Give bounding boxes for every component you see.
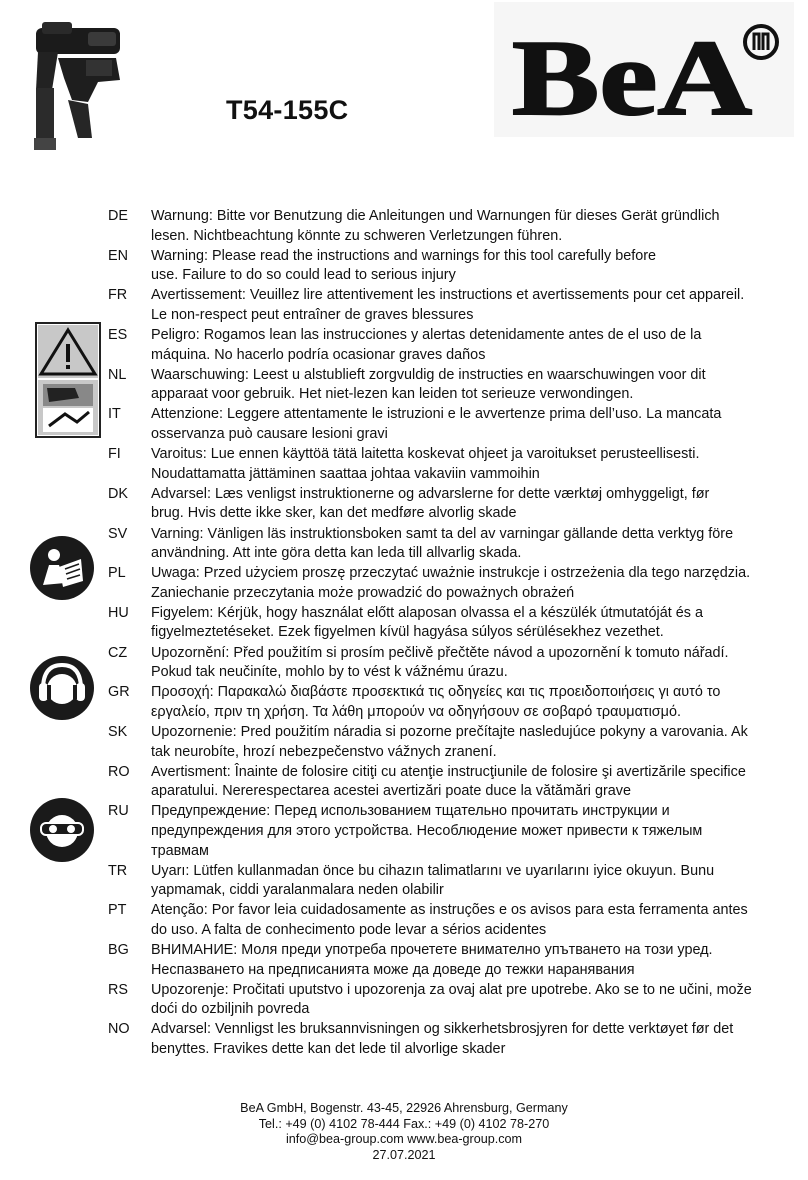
- warning-text: Avertissement: Veuillez lire attentivement les instructions et avertissements pour cet appareil. Le non-respect peut entraîner de graves blessures: [151, 287, 745, 323]
- warning-row: [108, 604, 784, 643]
- warning-text: Atenção: Por favor leia cuidadosamente as instruções e os avisos para esta ferramenta antes do uso. A falta de conhecimento pode levar a sérios acidentes: [151, 902, 748, 938]
- warning-text: ВНИМАНИЕ: Моля преди употреба прочетете внимателно упътването на този уред. Неспазването на предписанията може да доведе до тежки наранявания: [151, 941, 713, 978]
- footer-phone: Tel.: +49 (0) 4102 78-444 Fax.: +49 (0) 4102 78-270: [258, 1116, 550, 1131]
- warning-text: Avertisment: Înainte de folosire citiţi cu atenţie instrucţiunile de folosire şi avertizările specifice aparatului. Nererespectarea acestei avertizări poate duce la vătămări grave: [151, 763, 746, 800]
- language-code: DE: [108, 208, 128, 224]
- language-code: RS: [108, 981, 128, 998]
- warning-row: [108, 286, 784, 325]
- warning-text: Uyarı: Lütfen kullanmadan önce bu cihazın talimatlarını ve uyarılarını iyice okuyun. Bunu yapmamak, ciddi yaralanmalara neden olabilir: [151, 862, 715, 899]
- warning-row: [108, 1020, 784, 1059]
- company-footer: [0, 1101, 808, 1163]
- warning-row: [108, 525, 784, 564]
- footer-address: BeA GmbH, Bogenstr. 43-45, 22926 Ahrensburg, Germany: [240, 1101, 568, 1115]
- warning-row: [108, 445, 784, 484]
- language-code: SK: [108, 723, 128, 740]
- language-code: RO: [108, 763, 130, 780]
- language-code: BG: [108, 941, 129, 958]
- language-code: NO: [108, 1021, 130, 1038]
- warning-text: Advarsel: Læs venligst instruktionerne og advarslerne for dette værktøj omhyggeligt, før brug. Hvis dette ikke sker, kan det medføre alvorlig skade: [151, 485, 710, 522]
- language-code: CZ: [108, 644, 128, 661]
- language-code: FR: [108, 287, 128, 304]
- nailer-tool-image: [28, 18, 128, 168]
- warning-row: [108, 802, 784, 861]
- warning-row: [108, 981, 784, 1020]
- warning-text: Peligro: Rogamos lean las instrucciones y alertas detenidamente antes de el uso de la máquina. No hacerlo podría ocasionar graves daños: [151, 327, 702, 363]
- language-code: SV: [108, 525, 128, 542]
- language-code: NL: [108, 366, 127, 383]
- warning-row: [108, 247, 784, 286]
- ear-protection-icon: [29, 655, 95, 721]
- language-code: ES: [108, 327, 128, 344]
- warning-text: Advarsel: Vennligst les bruksannvisningen og sikkerhetsbrosjyren for dette verktøyet før det benyttes. Fravikes dette kan det lede til alvorlige skader: [151, 1021, 734, 1057]
- language-code: DK: [108, 485, 128, 502]
- warning-row: [108, 723, 784, 762]
- bea-logo: [494, 2, 794, 137]
- warning-text: Attenzione: Leggere attentamente le istruzioni e le avvertenze prima dell’uso. La mancata osservanza può causare lesioni gravi: [151, 406, 722, 443]
- warning-read-manual-sign: [35, 322, 101, 438]
- language-code: RU: [108, 803, 129, 820]
- warning-row: [108, 207, 784, 246]
- warning-row: [108, 862, 784, 901]
- language-code: HU: [108, 604, 129, 621]
- warning-text: Waarschuwing: Leest u alstublieft zorgvuldig de instructies en waarschuwingen voor dit apparaat voor gebruik. Het niet-lezen kan leiden tot serieuze verwondingen.: [151, 366, 706, 403]
- warning-row: [108, 366, 784, 405]
- warning-list: [108, 207, 784, 1060]
- warning-text: Upozorenje: Pročitati uputstvo i upozorenja za ovaj alat pre upotrebe. Ako se to ne učini, može doći do ozbiljnih povreda: [151, 981, 752, 1018]
- warning-row: [108, 941, 784, 980]
- language-code: GR: [108, 684, 130, 701]
- warning-text: Varning: Vänligen läs instruktionsboken samt ta del av varningar gällande detta verktyg före användning. Att inte göra detta kan leda till allvarlig skada.: [151, 525, 734, 562]
- warning-text: Upozornenie: Pred použitím náradia si pozorne prečítajte nasledujúce pokyny a varovania. Ak tak neurobíte, hrozí nebezpečenstvo vážnych zranení.: [151, 723, 748, 760]
- language-code: PT: [108, 902, 127, 919]
- eye-protection-icon: [29, 797, 95, 863]
- warning-row: [108, 901, 784, 940]
- warning-text: Предупреждение: Перед использованием тщательно прочитать инструкции и предупреждения для этого устройства. Несоблюдение может привести к тяжелым травмам: [151, 803, 703, 859]
- warning-text: Upozornění: Před použitím si prosím pečlivě přečtěte návod a upozornění k tomuto nářadí. Pokud tak neučiníte, mohlo by to vést k vážnému úrazu.: [151, 644, 729, 681]
- warning-text: Warnung: Bitte vor Benutzung die Anleitungen und Warnungen für dieses Gerät gründlich lesen. Nichtbeachtung könnte zu schweren Verletzungen führen.: [151, 208, 720, 244]
- warning-row: [108, 485, 784, 524]
- warning-text: Figyelem: Kérjük, hogy használat előtt alaposan olvassa el a készülék útmutatóját és a figyelmeztetéseket. Ezek figyelmen kívül hagyása súlyos sérülésekhez vezethet.: [151, 604, 703, 641]
- language-code: IT: [108, 406, 121, 423]
- read-manual-icon: [29, 535, 95, 601]
- logo-text: BeA: [512, 19, 753, 137]
- footer-web: info@bea-group.com www.bea-group.com: [285, 1132, 523, 1147]
- warning-row: [108, 405, 784, 444]
- warning-row: [108, 644, 784, 683]
- warning-row: [108, 683, 784, 722]
- warning-row: [108, 326, 784, 365]
- warning-text: Warning: Please read the instructions and warnings for this tool carefully before use. Failure to do so could lead to serious injury: [151, 247, 657, 284]
- language-code: EN: [108, 247, 128, 264]
- model-number: T54-155C: [226, 95, 349, 125]
- language-code: FI: [108, 446, 121, 463]
- language-code: TR: [108, 862, 128, 879]
- footer-date: 27.07.2021: [372, 1147, 436, 1162]
- warning-row: [108, 564, 784, 603]
- warning-text: Varoitus: Lue ennen käyttöä tätä laitetta koskevat ohjeet ja varoitukset perusteellisesti. Noudattamatta jättäminen saattaa johtaa vakaviin vammoihin: [151, 446, 700, 482]
- warning-text: Uwaga: Przed użyciem proszę przeczytać uważnie instrukcje i ostrzeżenia dla tego narzędzia. Zaniechanie przeczytania może prowadzić do poważnych obrażeń: [151, 565, 751, 601]
- warning-text: Προσοχή: Παρακαλώ διαβάστε προσεκτικά τις οδηγείες και τις προειδοποιήσεις γι αυτό το εργαλείο, πριν τη χρήση. Τα λάθη μπορούν να οδηγήσουν σε σοβαρό τραυματισμό.: [151, 684, 721, 720]
- language-code: PL: [108, 565, 126, 582]
- warning-row: [108, 763, 784, 802]
